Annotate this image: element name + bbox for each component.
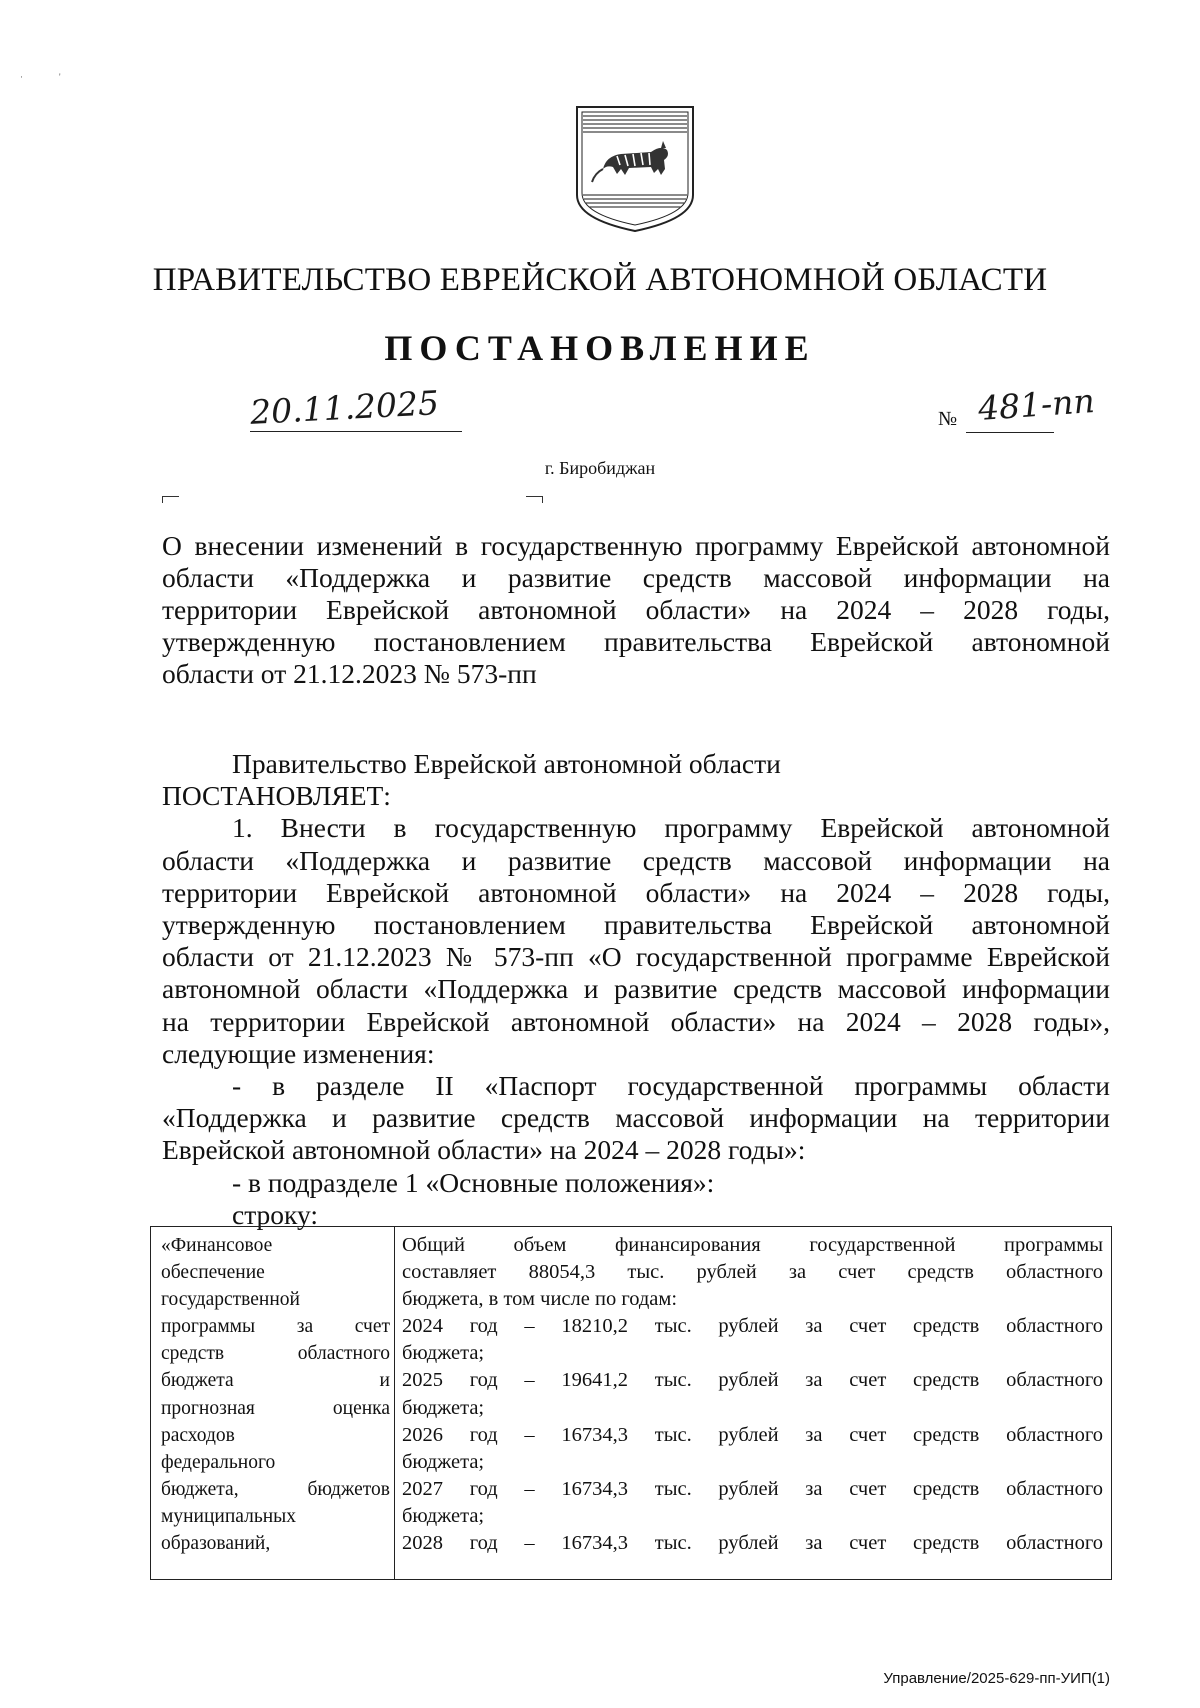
right-cell-line: бюджета, в том числе по годам: — [402, 1288, 678, 1311]
handwritten-document-number: 481-пп — [976, 380, 1096, 429]
right-cell-line: 2027 год – 16734,3 тыс. рублей за счет средств областного — [402, 1477, 1103, 1500]
left-cell-line: бюджета и — [161, 1370, 390, 1392]
subject-line: утвержденную постановлением правительства Еврейской автономной — [162, 626, 1110, 657]
item1-line: 1. Внести в государственную программу Еврейской автономной — [232, 812, 1110, 844]
right-cell-line: Общий объем финансирования государственной программы — [402, 1234, 1103, 1256]
city-name: г. Биробиджан — [544, 458, 656, 478]
subject-line: О внесении изменений в государственную программу Еврейской автономной — [162, 530, 1110, 561]
item1-line: следующие изменения: — [162, 1037, 435, 1069]
item1-line: автономной области «Поддержка и развитие средств массовой информации — [162, 973, 1110, 1005]
left-cell-line: программы за счет — [161, 1316, 390, 1338]
left-cell-line: средств областного — [161, 1343, 390, 1365]
decree-word: ПОСТАНОВЛЯЕТ: — [162, 780, 391, 812]
subsection-text: - в подразделе 1 «Основные положения»: — [232, 1166, 715, 1198]
right-cell-line: 2026 год – 16734,3 тыс. рублей за счет средств областного — [402, 1423, 1103, 1446]
date-underline — [250, 431, 462, 432]
right-cell-line: бюджета; — [402, 1504, 485, 1527]
right-cell-line: 2024 год – 18210,2 тыс. рублей за счет средств областного — [402, 1315, 1103, 1338]
document-registry-code: Управление/2025-629-пп-УИП(1) — [883, 1670, 1110, 1687]
financing-table-right-cell — [395, 1227, 1111, 1579]
row-label: строку: — [232, 1198, 319, 1230]
handwritten-date: 20.11.2025 — [249, 383, 440, 432]
document-body — [162, 748, 1110, 1231]
left-cell-line: федерального — [161, 1451, 276, 1473]
left-cell-line: прогнозная оценка — [161, 1397, 390, 1419]
scan-specks: · ' — [20, 72, 61, 82]
government-title: ПРАВИТЕЛЬСТВО ЕВРЕЙСКОЙ АВТОНОМНОЙ ОБЛАСТИ — [152, 262, 1048, 298]
preamble-text: Правительство Еврейской автономной области — [232, 748, 781, 779]
left-cell-line: обеспечение — [161, 1262, 265, 1284]
section-line: Еврейской автономной области» на 2024 – 2028 годы»: — [162, 1134, 806, 1166]
financing-table-left-cell — [151, 1227, 395, 1579]
right-cell-line: бюджета; — [402, 1396, 485, 1419]
subject-line: области от 21.12.2023 № 573-пп — [162, 658, 537, 689]
section-line: «Поддержка и развитие средств массовой информации на территории — [162, 1102, 1110, 1134]
subject-corner-right-mark — [526, 496, 543, 503]
subject-corner-left-mark — [162, 496, 179, 503]
left-cell-line: расходов — [161, 1424, 235, 1446]
item1-line: утвержденную постановлением правительства Еврейской автономной — [162, 909, 1110, 941]
subject-line: территории Еврейской автономной области» на 2024 – 2028 годы, — [162, 594, 1110, 625]
subject-line: области «Поддержка и развитие средств массовой информации на — [162, 562, 1110, 593]
left-cell-line: «Финансовое — [161, 1235, 273, 1256]
section-line: - в разделе II «Паспорт государственной программы области — [232, 1070, 1110, 1102]
left-cell-line: муниципальных — [161, 1505, 297, 1527]
item1-line: области от 21.12.2023 № 573-пп «О государственной программе Еврейской — [162, 941, 1110, 973]
number-sign: № — [938, 408, 958, 430]
left-cell-line: образований, — [161, 1533, 271, 1555]
coat-of-arms-emblem — [573, 103, 697, 235]
left-cell-line: государственной — [161, 1289, 300, 1311]
document-type-title: ПОСТАНОВЛЕНИЕ — [384, 328, 816, 368]
right-cell-line: бюджета; — [402, 1342, 485, 1365]
right-cell-line: составляет 88054,3 тыс. рублей за счет средств областного — [402, 1261, 1103, 1284]
right-cell-line: 2028 год – 16734,3 тыс. рублей за счет средств областного — [402, 1532, 1103, 1555]
document-subject — [162, 530, 1110, 690]
item1-line: области «Поддержка и развитие средств массовой информации на — [162, 844, 1110, 876]
left-cell-line: бюджета, бюджетов — [161, 1478, 390, 1500]
right-cell-line: 2025 год – 19641,2 тыс. рублей за счет средств областного — [402, 1369, 1103, 1392]
right-cell-line: бюджета; — [402, 1450, 485, 1473]
item1-line: на территории Еврейской автономной области» на 2024 – 2028 годы», — [162, 1005, 1110, 1037]
number-underline — [966, 432, 1054, 433]
item1-line: территории Еврейской автономной области» на 2024 – 2028 годы, — [162, 876, 1110, 908]
financing-table — [150, 1226, 1112, 1580]
